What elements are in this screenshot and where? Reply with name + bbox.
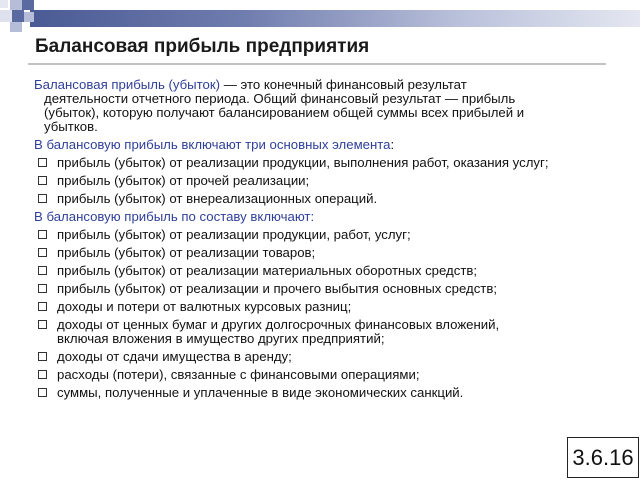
- list-item: прибыль (убыток) от реализации продукции, выполнения работ, оказания услуг;: [34, 156, 594, 170]
- deco-square: [10, 22, 22, 32]
- list-item: расходы (потери), связанные с финансовыми операциями;: [34, 368, 594, 382]
- deco-square: [0, 0, 8, 8]
- square-bullet-icon: [38, 176, 47, 185]
- page-number-box: 3.6.16: [567, 437, 639, 478]
- list-item: суммы, полученные и уплаченные в виде экономических санкций.: [34, 386, 594, 400]
- square-bullet-icon: [38, 302, 47, 311]
- square-bullet-icon: [38, 388, 47, 397]
- square-bullet-icon: [38, 266, 47, 275]
- square-bullet-icon: [38, 320, 47, 329]
- list-item: прибыль (убыток) от реализации продукции, работ, услуг;: [34, 228, 594, 242]
- list-item: прибыль (убыток) от реализации товаров;: [34, 246, 594, 260]
- section2-list: [34, 228, 594, 400]
- square-bullet-icon: [38, 194, 47, 203]
- intro-paragraph: [34, 78, 594, 92]
- intro-first-line: — это конечный финансовый результат: [220, 77, 467, 92]
- deco-square: [24, 12, 34, 22]
- list-item: прибыль (убыток) от реализации материальных оборотных средств;: [34, 264, 594, 278]
- deco-square: [0, 10, 12, 22]
- intro-line: (убыток), которую получают балансированием общей суммы всех прибылей и: [44, 105, 525, 120]
- section1-heading: В балансовую прибыль включают три основных элемента:: [34, 137, 395, 152]
- intro-line: убытков.: [44, 119, 98, 134]
- square-bullet-icon: [38, 248, 47, 257]
- section2-heading: В балансовую прибыль по составу включают:: [34, 209, 315, 224]
- page-title: Балансовая прибыль предприятия: [35, 36, 370, 57]
- deco-square: [10, 0, 22, 10]
- slide-content: [34, 78, 594, 400]
- intro-term: Балансовая прибыль (убыток): [34, 77, 221, 92]
- section1-list: [34, 156, 594, 206]
- square-bullet-icon: [38, 230, 47, 239]
- square-bullet-icon: [38, 284, 47, 293]
- header-decoration: [0, 0, 640, 36]
- list-item: доходы от ценных бумаг и других долгосрочных финансовых вложений, включая вложения в имущество других предприятий;: [34, 318, 594, 346]
- list-item: прибыль (убыток) от прочей реализации;: [34, 174, 594, 188]
- list-item: доходы и потери от валютных курсовых разниц;: [34, 300, 594, 314]
- deco-square: [22, 0, 34, 10]
- list-item: доходы от сдачи имущества в аренду;: [34, 350, 594, 364]
- intro-line: деятельности отчетного периода. Общий финансовый результат — прибыль: [44, 91, 516, 106]
- square-bullet-icon: [38, 370, 47, 379]
- square-bullet-icon: [38, 158, 47, 167]
- header-gradient-bar: [30, 10, 640, 27]
- square-bullet-icon: [38, 352, 47, 361]
- title-divider: [28, 63, 606, 65]
- deco-square: [12, 10, 24, 22]
- list-item: прибыль (убыток) от внереализационных операций.: [34, 192, 594, 206]
- list-item: прибыль (убыток) от реализации и прочего выбытия основных средств;: [34, 282, 594, 296]
- intro-continuation: [34, 92, 594, 134]
